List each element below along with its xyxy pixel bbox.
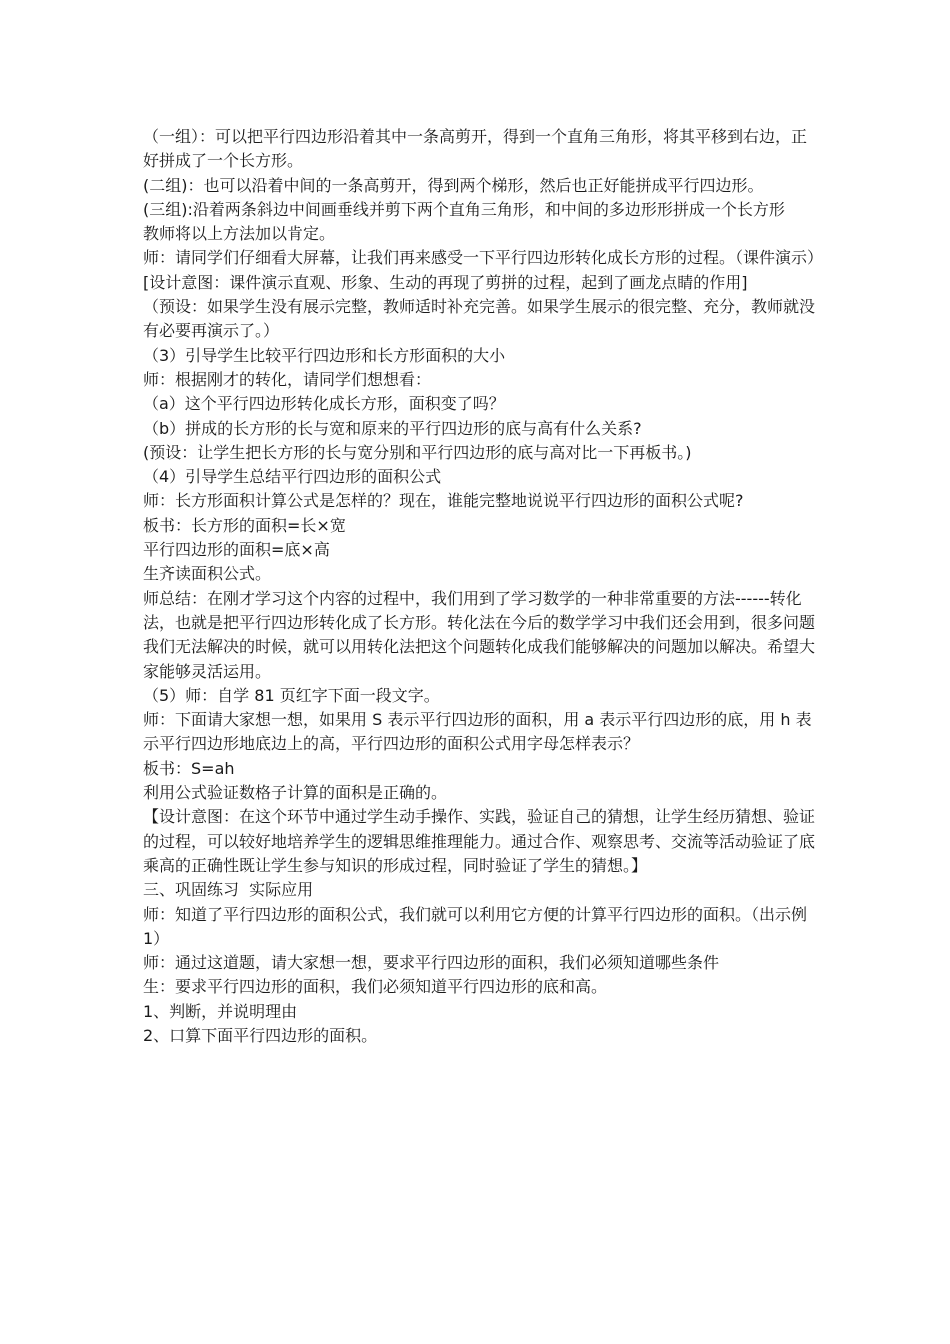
paragraph-teacher-affirm: 教师将以上方法加以肯定。: [143, 224, 336, 244]
paragraph-step-4: （4）引导学生总结平行四边形的面积公式: [143, 467, 442, 487]
paragraph-exercise-1: 1、判断，并说明理由: [143, 1001, 298, 1021]
paragraph-teacher-conditions: 师：通过这道题，请大家想一想，要求平行四边形的面积，我们必须知道哪些条件: [143, 953, 720, 973]
paragraph-board-sah: 板书：S=ah: [143, 758, 235, 778]
paragraph-group-three: (三组):沿着两条斜边中间画垂线并剪下两个直角三角形，和中间的多边形形拼成一个长方形: [143, 199, 785, 219]
paragraph-preset-2: (预设：让学生把长方形的长与宽分别和平行四边形的底与高对比一下再板书。): [143, 442, 692, 462]
paragraph-board-para: 平行四边形的面积=底×高: [143, 540, 330, 560]
document-body: [143, 125, 824, 1048]
paragraph-preset-1: （预设：如果学生没有展示完整，教师适时补充完善。如果学生展示的很完整、充分，教师就没有必要再演示了。）: [143, 297, 816, 341]
paragraph-board-rect: 板书：长方形的面积=长×宽: [143, 515, 346, 535]
paragraph-teacher-letters: 师：下面请大家想一想，如果用 S 表示平行四边形的面积，用 a 表示平行四边形的底，用 h 表示平行四边形地底边上的高，平行四边形的面积公式用字母怎样表示？: [143, 710, 812, 754]
paragraph-step-5: （5）师：自学 81 页红字下面一段文字。: [143, 685, 440, 705]
paragraph-student-answer: 生：要求平行四边形的面积，我们必须知道平行四边形的底和高。: [143, 977, 608, 997]
paragraph-teacher-think: 师：根据刚才的转化，请同学们想想看：: [143, 369, 432, 389]
paragraph-group-one: （一组）：可以把平行四边形沿着其中一条高剪开，得到一个直角三角形，将其平移到右边，正好拼成了一个长方形。: [143, 127, 808, 171]
paragraph-exercise-2: 2、口算下面平行四边形的面积。: [143, 1025, 378, 1045]
paragraph-design-intent-1: [设计意图：课件演示直观、形象、生动的再现了剪拼的过程，起到了画龙点睛的作用]: [143, 272, 748, 292]
paragraph-design-intent-2: 【设计意图：在这个环节中通过学生动手操作、实践，验证自己的猜想，让学生经历猜想、验证的过程，可以较好地培养学生的逻辑思维推理能力。通过合作、观察思考、交流等活动验证了底乘高的正确性既让学生参与知识的形成过程，同时验证了学生的猜想。】: [143, 807, 816, 875]
paragraph-question-b: （b）拼成的长方形的长与宽和原来的平行四边形的底与高有什么关系?: [143, 418, 642, 438]
paragraph-teacher-summary: 师总结：在刚才学习这个内容的过程中，我们用到了学习数学的一种非常重要的方法------转化法，也就是把平行四边形转化成了长方形。转化法在今后的数学学习中我们还会用到，很多问题我们无法解决的时候，就可以用转化法把这个问题转化成我们能够解决的问题加以解决。希望大家能够灵活运用。: [143, 588, 816, 681]
paragraph-question-a: （a）这个平行四边形转化成长方形，面积变了吗？: [143, 394, 505, 414]
paragraph-verify: 利用公式验证数格子计算的面积是正确的。: [143, 783, 448, 803]
paragraph-teacher-screen: 师：请同学们仔细看大屏幕，让我们再来感受一下平行四边形转化成长方形的过程。（课件演示）: [143, 248, 824, 268]
section-heading-practice: 三、巩固练习 实际应用: [143, 880, 314, 900]
paragraph-teacher-formula: 师：长方形面积计算公式是怎样的？现在，谁能完整地说说平行四边形的面积公式呢?: [143, 491, 744, 511]
paragraph-teacher-example: 师：知道了平行四边形的面积公式，我们就可以利用它方便的计算平行四边形的面积。（出示例 1）: [143, 904, 813, 948]
paragraph-students-read: 生齐读面积公式。: [143, 564, 272, 584]
paragraph-step-3: （3）引导学生比较平行四边形和长方形面积的大小: [143, 345, 506, 365]
paragraph-group-two: (二组)：也可以沿着中间的一条高剪开，得到两个梯形，然后也正好能拼成平行四边形。: [143, 175, 764, 195]
